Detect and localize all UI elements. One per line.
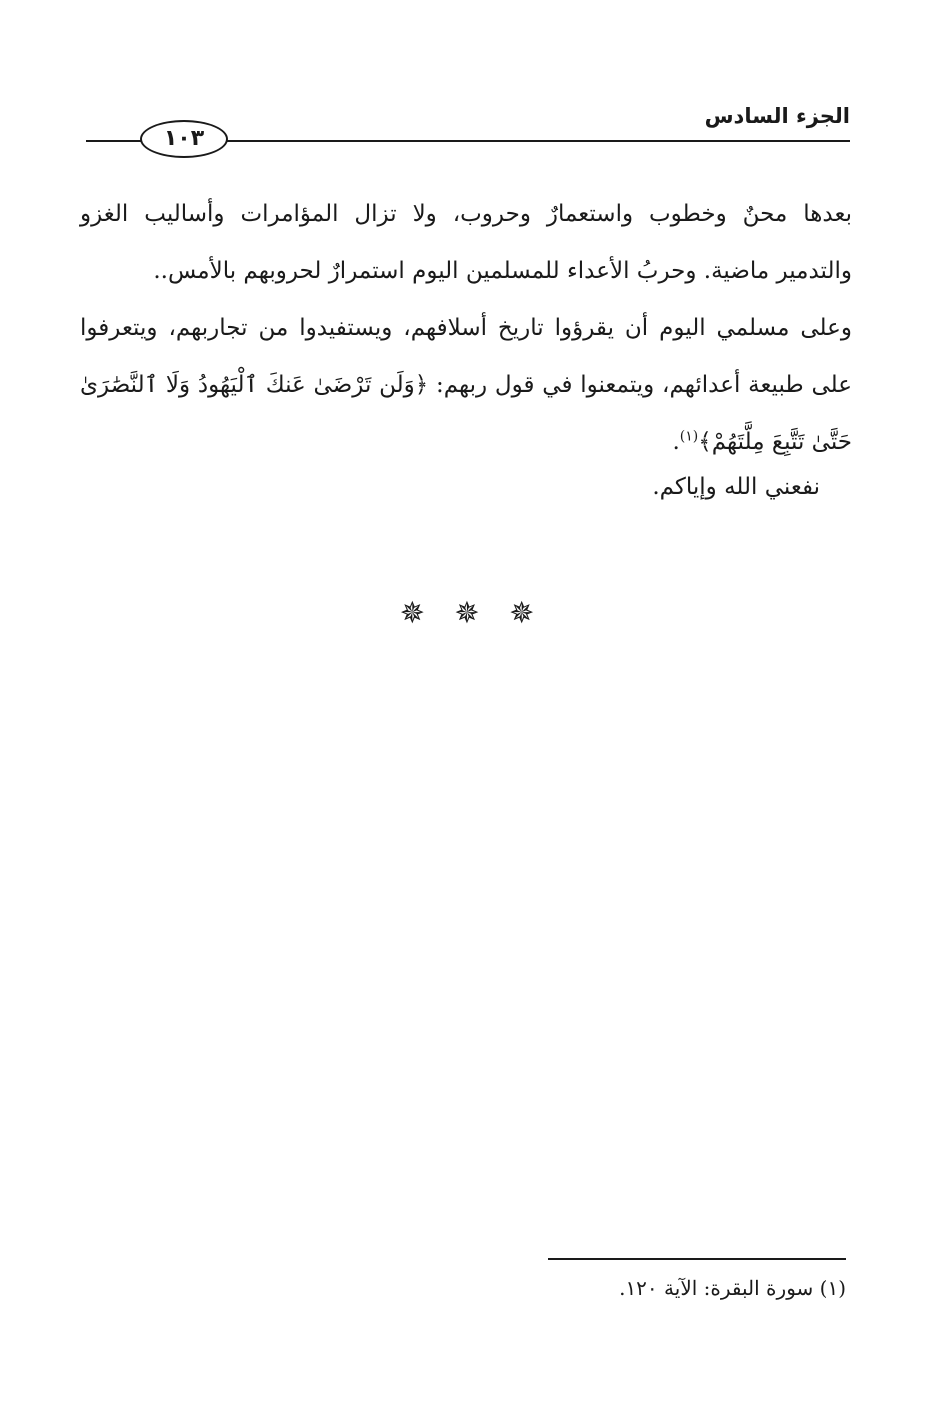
paragraph	[80, 186, 852, 300]
footnote: (١) سورة البقرة: الآية ١٢٠.	[619, 1276, 846, 1300]
page-number-badge: ١٠٣	[140, 120, 228, 158]
flower-ornament-icon: ✵ ✵ ✵	[399, 596, 545, 631]
quran-verse: ﴿وَلَن تَرْضَىٰ عَنكَ ٱلْيَهُودُ وَلَا ٱلنَّصَٰرَىٰ حَتَّىٰ تَتَّبِعَ مِلَّتَهُمْ﴾	[80, 372, 852, 455]
closing-line: نفعني الله وإياكم.	[652, 474, 820, 500]
paragraph	[80, 300, 852, 471]
running-header-title: الجزء السادس	[704, 104, 850, 128]
paragraph-end-mark: .	[672, 429, 680, 455]
footnote-divider	[548, 1258, 846, 1260]
paragraph-text: وعلى مسلمي اليوم أن يقرؤوا تاريخ أسلافهم، ويستفيدوا من تجاربهم، ويتعرفوا على طبيعة أعدائهم، ويتمعنوا في قول ربهم:	[80, 315, 853, 398]
paragraph-text: بعدها محنٌ وخطوب واستعمارٌ وحروب، ولا تزال المؤامرات وأساليب الغزو والتدمير ماضية. وحربُ الأعداء للمسلمين اليوم استمرارٌ لحروبهم بالأمس..	[80, 201, 852, 284]
main-text	[80, 186, 852, 471]
footnote-reference: (١)	[679, 428, 699, 445]
